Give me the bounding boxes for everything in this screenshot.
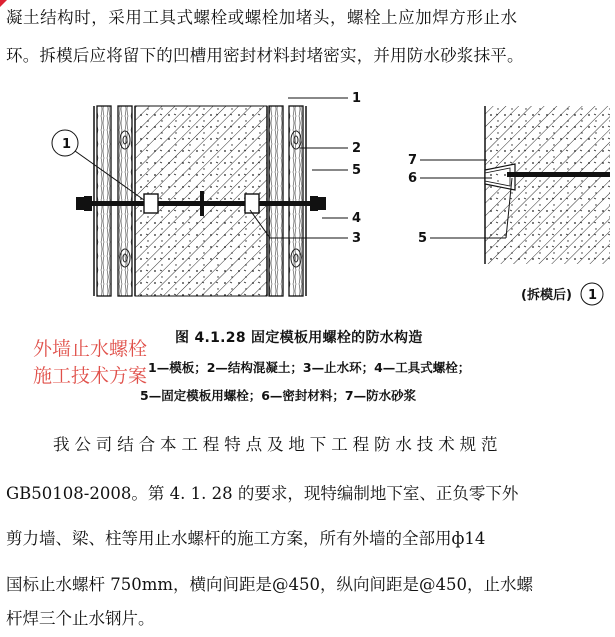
detail-after-removal xyxy=(485,106,610,264)
bolt-waterproof-figure xyxy=(40,88,615,320)
label-5: 5 xyxy=(352,163,362,178)
figure-legend-line-2: 5—固定模板用螺栓；6—密封材料；7—防水砂浆 xyxy=(140,388,417,403)
label-2: 2 xyxy=(352,141,362,156)
detail-mark: 1 xyxy=(588,288,598,303)
label-1: 1 xyxy=(352,91,362,106)
detail-label-5: 5 xyxy=(418,231,428,246)
body-line-2: GB50108-2008。第 4. 1. 28 的要求，现特编制地下室、正负零下外 xyxy=(6,484,519,503)
body-line-5: 杆焊三个止水钢片。 xyxy=(6,609,155,628)
detail-label-6: 6 xyxy=(408,171,418,186)
body-line-3: 剪力墙、梁、柱等用止水螺杆的施工方案，所有外墙的全部用ф14 xyxy=(6,529,486,548)
intro-line-2: 环。拆模后应将留下的凹槽用密封材料封堵密实，并用防水砂浆抹平。 xyxy=(6,46,524,65)
figure-legend-line-1: 1—模板；2—结构混凝土；3—止水环；4—工具式螺栓； xyxy=(148,360,471,375)
detail-label-7: 7 xyxy=(408,153,418,168)
figure-drawing xyxy=(40,88,615,320)
label-4: 4 xyxy=(352,211,362,226)
body-line-4: 国标止水螺杆 750mm，横向间距是@450，纵向间距是@450，止水螺 xyxy=(6,575,534,594)
watermark-line-1: 外墙止水螺栓 xyxy=(33,338,148,360)
body-line-1: 我公司结合本工程特点及地下工程防水技术规范 xyxy=(53,435,503,454)
label-3: 3 xyxy=(352,231,362,246)
callout-circle-1: 1 xyxy=(62,137,72,152)
detail-note: (拆模后) xyxy=(521,288,572,303)
watermark-line-2: 施工技术方案 xyxy=(33,365,148,387)
figure-caption-title: 图 4.1.28 固定模板用螺栓的防水构造 xyxy=(175,330,423,346)
intro-line-1: 凝土结构时，采用工具式螺栓或螺栓加堵头，螺栓上应加焊方形止水 xyxy=(6,8,518,27)
